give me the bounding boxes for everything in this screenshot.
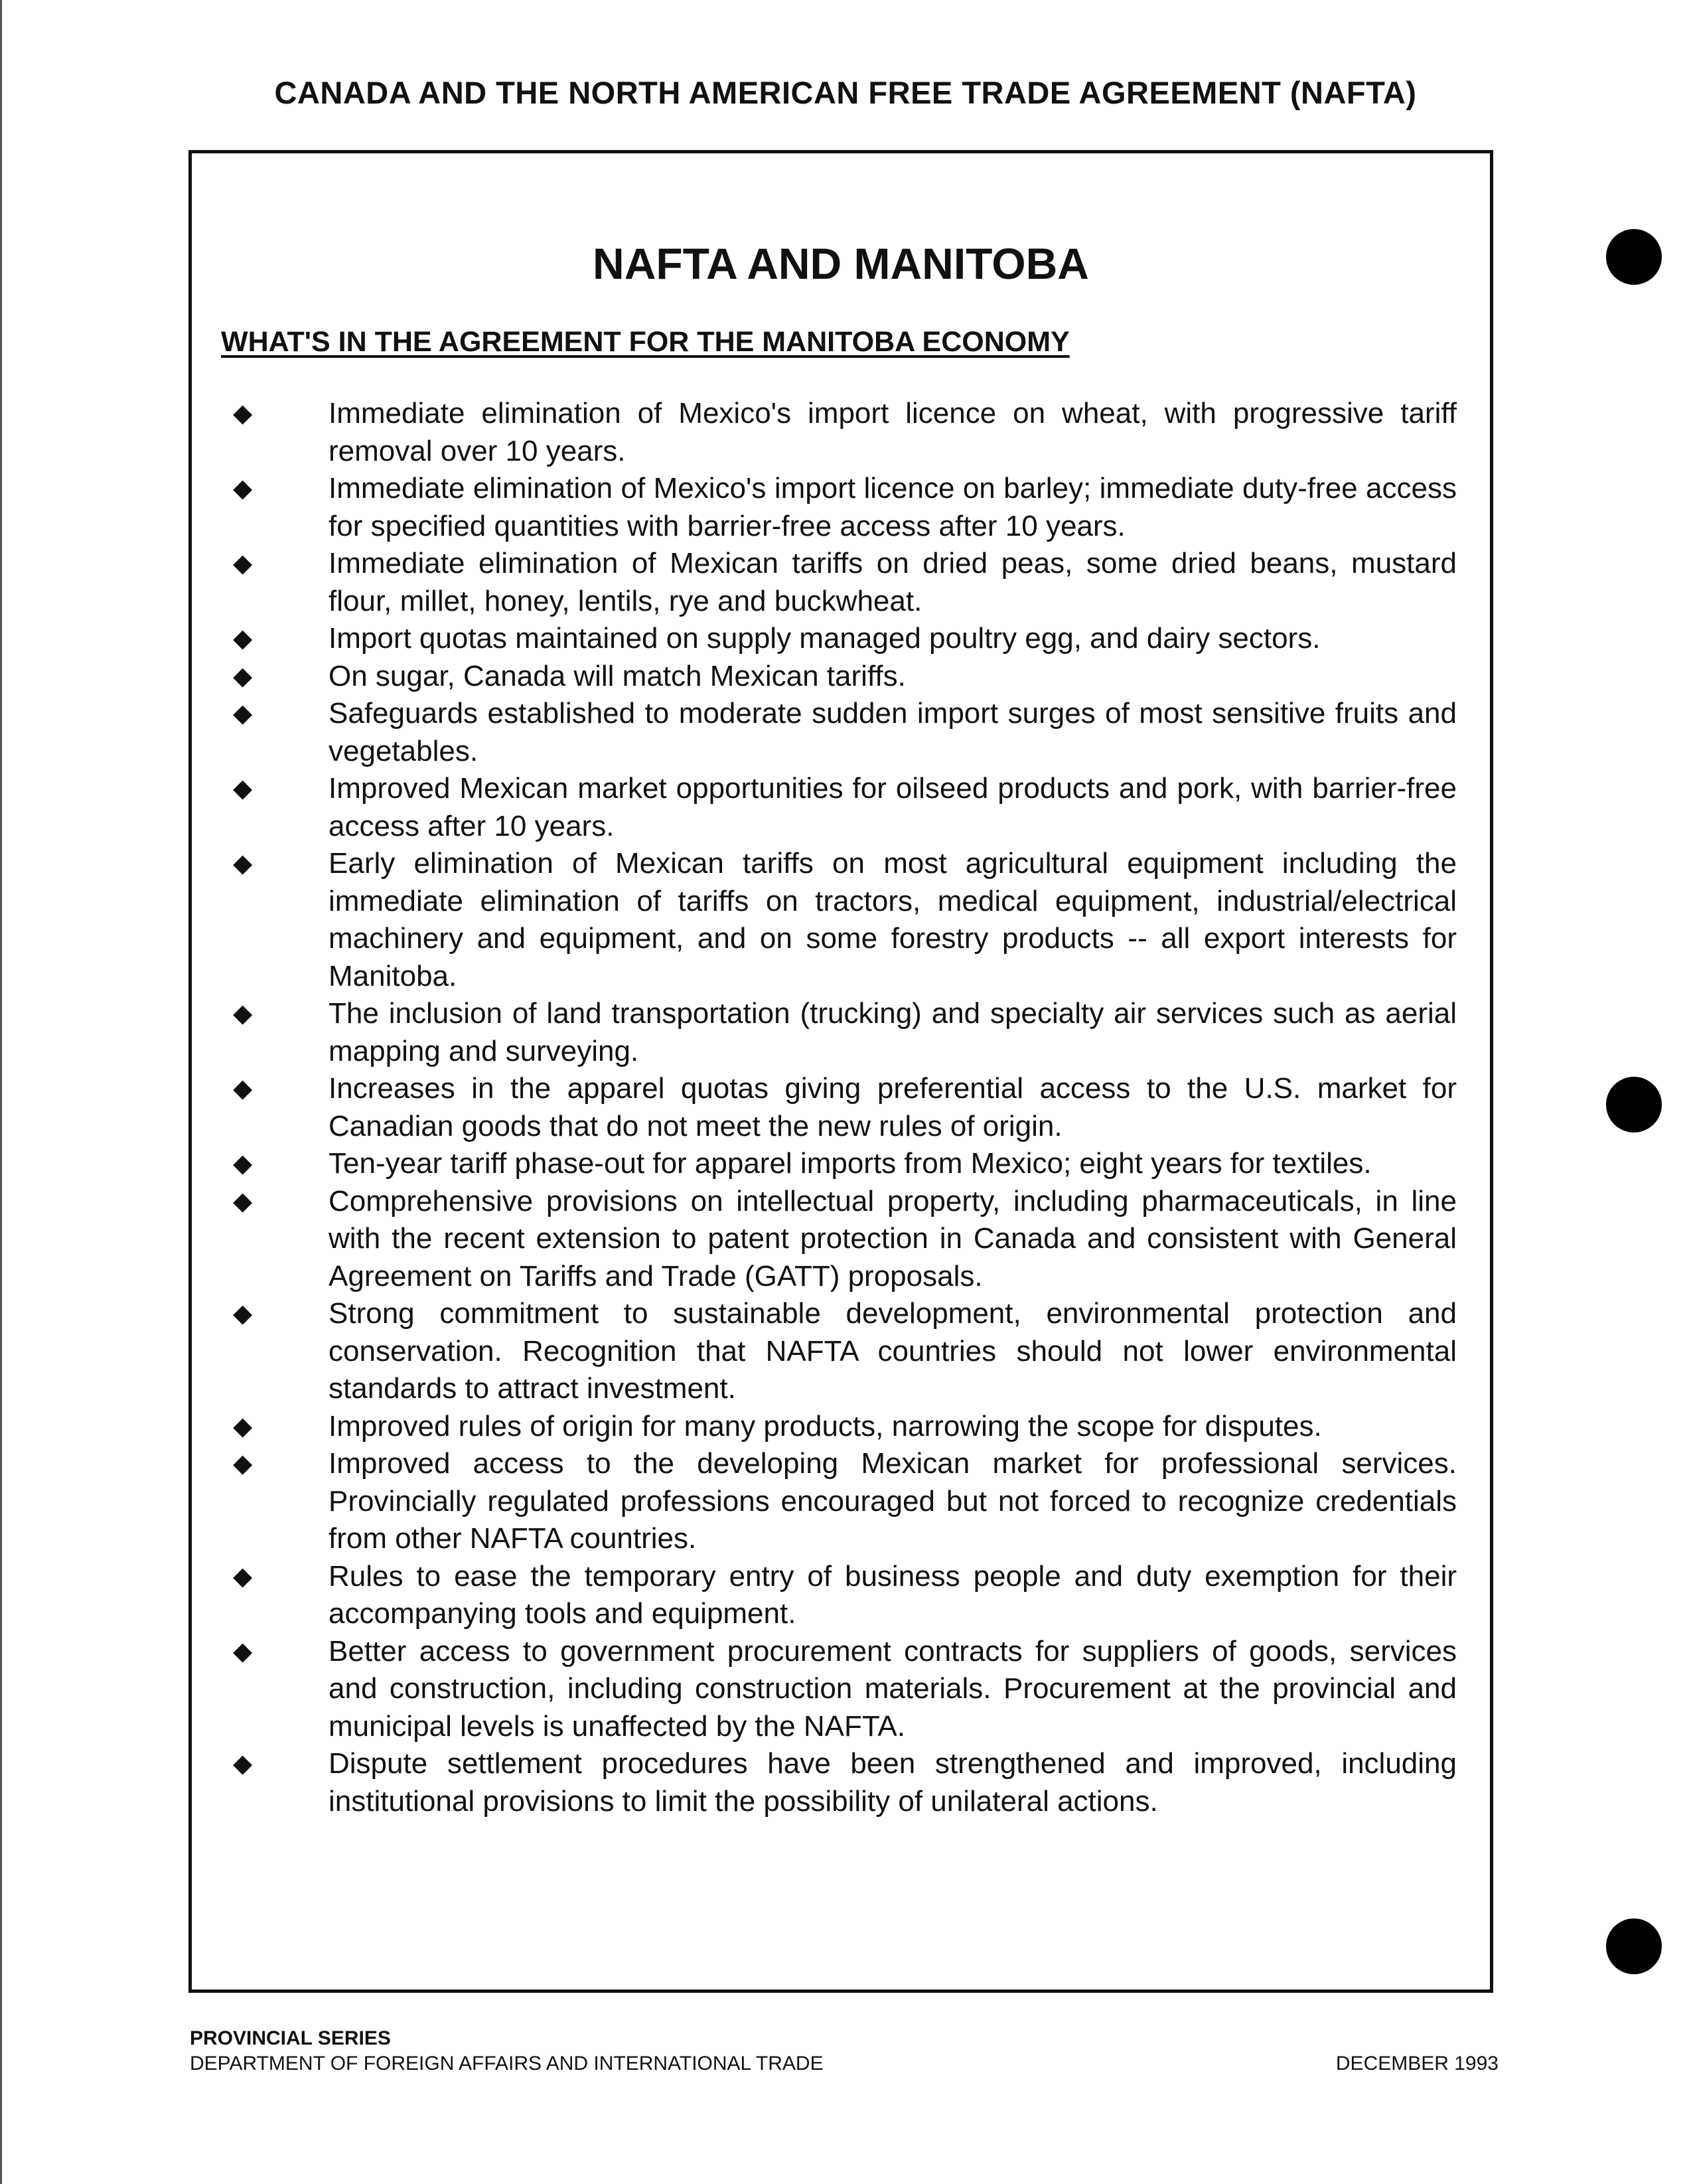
- bullet-item: [192, 545, 1490, 620]
- bullet-item: [192, 658, 1490, 696]
- diamond-bullet-icon: ◆: [233, 1450, 253, 1478]
- bullet-text: Better access to government procurement contracts for suppliers of goods, services and construction, including construction materials. Procurement at the provincial and municipal levels is unaffected by the NAFTA.: [329, 1634, 1457, 1743]
- footer-series: PROVINCIAL SERIES: [190, 2027, 391, 2049]
- content-box: [188, 150, 1493, 1993]
- bullet-text: Immediate elimination of Mexico's import licence on barley; immediate duty-free access for specified quantities with barrier-free access after 10 years.: [329, 472, 1457, 542]
- bullet-item: [192, 1183, 1490, 1296]
- bullet-item: [192, 995, 1490, 1070]
- bullet-text: Improved rules of origin for many products, narrowing the scope for disputes.: [329, 1409, 1322, 1443]
- diamond-bullet-icon: ◆: [233, 1562, 253, 1591]
- section-heading: WHAT'S IN THE AGREEMENT FOR THE MANITOBA ECONOMY: [221, 326, 1070, 358]
- diamond-bullet-icon: ◆: [233, 400, 253, 428]
- bullet-text: Improved access to the developing Mexican market for professional services. Provincially regulated professions encouraged but not forced to recognize credentials from other NAFTA countries.: [329, 1447, 1457, 1555]
- diamond-bullet-icon: ◆: [233, 1750, 253, 1778]
- footer-date: DECEMBER 1993: [1335, 2053, 1499, 2074]
- bullet-item: [192, 1745, 1490, 1820]
- bullet-text: Import quotas maintained on supply managed poultry egg, and dairy sectors.: [329, 622, 1321, 655]
- diamond-bullet-icon: ◆: [233, 1412, 253, 1441]
- diamond-bullet-icon: ◆: [233, 550, 253, 578]
- bullet-text: Strong commitment to sustainable development, environmental protection and conservation. Recognition that NAFTA countries should not lower environmental standards to attract investment.: [329, 1297, 1457, 1405]
- bullet-item: [192, 470, 1490, 545]
- bullet-text: The inclusion of land transportation (trucking) and specialty air services such as aerial mapping and surveying.: [329, 997, 1457, 1067]
- document-series-title: CANADA AND THE NORTH AMERICAN FREE TRADE AGREEMENT (NAFTA): [274, 75, 1417, 110]
- diamond-bullet-icon: ◆: [233, 475, 253, 503]
- bullet-item: [192, 1558, 1490, 1633]
- bullet-item: [192, 695, 1490, 770]
- diamond-bullet-icon: ◆: [233, 1187, 253, 1215]
- bullet-text: Immediate elimination of Mexico's import licence on wheat, with progressive tariff removal over 10 years.: [329, 397, 1457, 467]
- bullet-list: [192, 395, 1490, 1820]
- punch-hole-middle: [1606, 1077, 1662, 1132]
- bullet-text: On sugar, Canada will match Mexican tariffs.: [329, 659, 906, 692]
- diamond-bullet-icon: ◆: [233, 700, 253, 728]
- bullet-text: Early elimination of Mexican tariffs on most agricultural equipment including the immediate elimination of tariffs on tractors, medical equipment, industrial/electrical machinery and equipment, and on some forestry products -- all export interests for Manitoba.: [329, 847, 1457, 992]
- bullet-item: [192, 845, 1490, 995]
- bullet-item: [192, 1295, 1490, 1408]
- punch-hole-bottom: [1606, 1918, 1662, 1974]
- diamond-bullet-icon: ◆: [233, 1150, 253, 1178]
- bullet-text: Immediate elimination of Mexican tariffs on dried peas, some dried beans, mustard flour, millet, honey, lentils, rye and buckwheat.: [329, 547, 1457, 617]
- scan-edge-line: [0, 0, 2, 2184]
- bullet-text: Ten-year tariff phase-out for apparel imports from Mexico; eight years for textiles.: [329, 1147, 1372, 1180]
- diamond-bullet-icon: ◆: [233, 1075, 253, 1103]
- bullet-item: [192, 1633, 1490, 1746]
- diamond-bullet-icon: ◆: [233, 662, 253, 690]
- bullet-item: [192, 1145, 1490, 1183]
- diamond-bullet-icon: ◆: [233, 850, 253, 878]
- page-title: NAFTA AND MANITOBA: [593, 239, 1089, 288]
- diamond-bullet-icon: ◆: [233, 775, 253, 803]
- bullet-text: Comprehensive provisions on intellectual property, including pharmaceuticals, in line with the recent extension to patent protection in Canada and consistent with General Agreement on Tariffs and Trade (GATT) proposals.: [329, 1184, 1457, 1292]
- punch-hole-top: [1606, 229, 1662, 285]
- bullet-text: Dispute settlement procedures have been strengthened and improved, including institutional provisions to limit the possibility of unilateral actions.: [329, 1747, 1457, 1818]
- bullet-item: [192, 395, 1490, 470]
- bullet-item: [192, 1408, 1490, 1446]
- diamond-bullet-icon: ◆: [233, 625, 253, 653]
- bullet-text: Safeguards established to moderate sudden import surges of most sensitive fruits and vegetables.: [329, 697, 1457, 767]
- bullet-text: Increases in the apparel quotas giving preferential access to the U.S. market for Canadian goods that do not meet the new rules of origin.: [329, 1072, 1457, 1142]
- bullet-item: [192, 1070, 1490, 1145]
- diamond-bullet-icon: ◆: [233, 1300, 253, 1328]
- bullet-item: [192, 770, 1490, 845]
- diamond-bullet-icon: ◆: [233, 1637, 253, 1666]
- bullet-text: Rules to ease the temporary entry of business people and duty exemption for their accompanying tools and equipment.: [329, 1559, 1457, 1630]
- bullet-item: [192, 620, 1490, 658]
- bullet-text: Improved Mexican market opportunities for oilseed products and pork, with barrier-free access after 10 years.: [329, 772, 1457, 842]
- bullet-item: [192, 1445, 1490, 1558]
- diamond-bullet-icon: ◆: [233, 1000, 253, 1028]
- footer-department: DEPARTMENT OF FOREIGN AFFAIRS AND INTERNATIONAL TRADE: [190, 2053, 824, 2074]
